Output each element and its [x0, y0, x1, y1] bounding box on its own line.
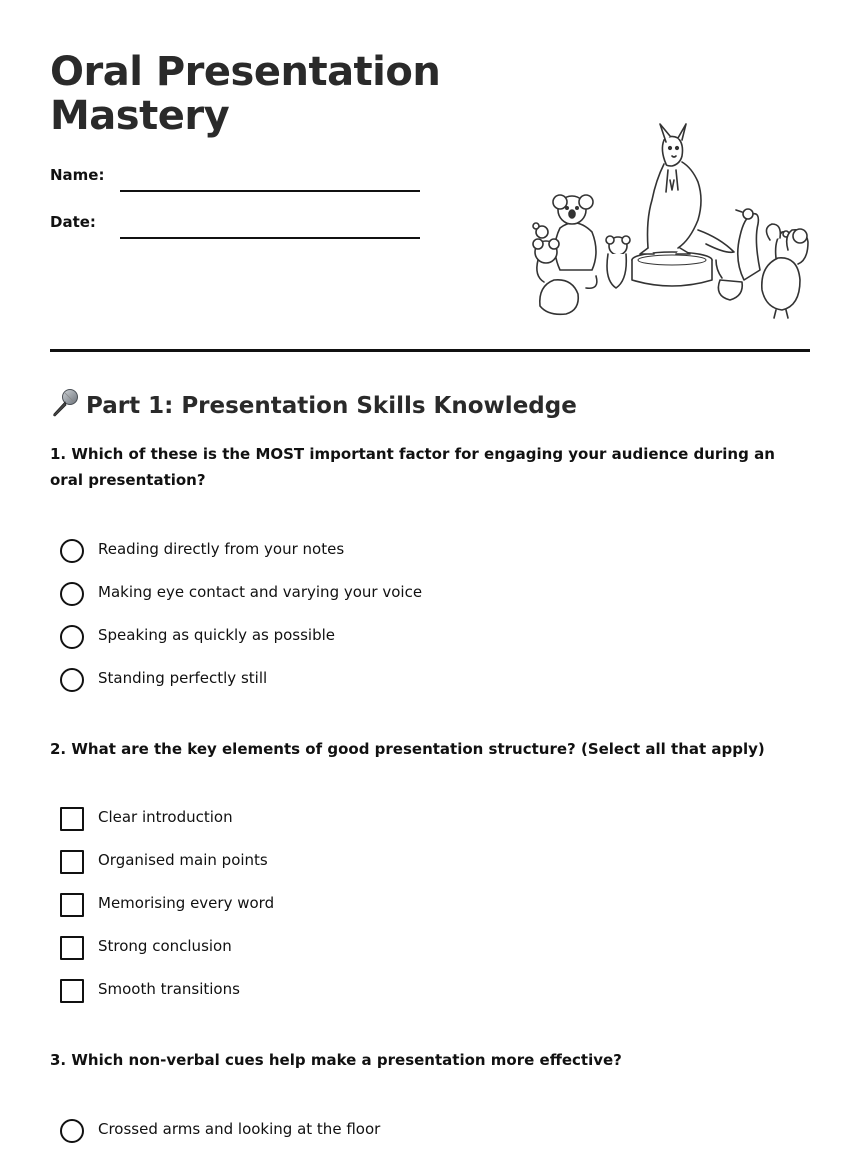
checkbox[interactable]: [60, 936, 84, 960]
question-3: 3. Which non-verbal cues help make a presentation more effective?: [50, 1051, 622, 1069]
q3-option-1[interactable]: [60, 1117, 660, 1145]
radio-button[interactable]: [60, 1119, 84, 1143]
q1-option-1[interactable]: [60, 537, 660, 565]
option-label: Crossed arms and looking at the floor: [98, 1120, 381, 1138]
microphone-icon: [50, 388, 80, 418]
animals-illustration: [530, 120, 810, 320]
question-1: 1. Which of these is the MOST important factor for engaging your audience during an oral presentation?: [50, 445, 775, 489]
date-field[interactable]: [50, 213, 420, 239]
option-label: Speaking as quickly as possible: [98, 626, 336, 644]
worksheet-title: Oral Presentation Mastery: [50, 49, 441, 139]
name-label: Name:: [50, 166, 105, 184]
header-divider: [50, 349, 810, 352]
option-label: Strong conclusion: [98, 937, 232, 955]
option-label: Memorising every word: [98, 894, 275, 912]
radio-button[interactable]: [60, 582, 84, 606]
name-line: [120, 190, 420, 192]
part1-heading-text: Part 1: Presentation Skills Knowledge: [86, 393, 577, 419]
q1-option-2[interactable]: [60, 580, 660, 608]
date-label: Date:: [50, 213, 96, 231]
option-label: Smooth transitions: [98, 980, 240, 998]
option-label: Reading directly from your notes: [98, 540, 345, 558]
q2-option-2[interactable]: [60, 848, 660, 876]
q2-option-4[interactable]: [60, 934, 660, 962]
q2-option-3[interactable]: [60, 891, 660, 919]
radio-button[interactable]: [60, 539, 84, 563]
date-line: [120, 237, 420, 239]
name-field[interactable]: [50, 166, 420, 192]
radio-button[interactable]: [60, 625, 84, 649]
q1-option-4[interactable]: [60, 666, 660, 694]
option-label: Clear introduction: [98, 808, 233, 826]
part1-heading: [50, 388, 577, 419]
option-label: Making eye contact and varying your voice: [98, 583, 423, 601]
checkbox[interactable]: [60, 979, 84, 1003]
checkbox[interactable]: [60, 850, 84, 874]
q2-option-1[interactable]: [60, 805, 660, 833]
checkbox[interactable]: [60, 893, 84, 917]
option-label: Standing perfectly still: [98, 669, 268, 687]
question-2: 2. What are the key elements of good presentation structure? (Select all that apply): [50, 740, 765, 758]
q2-option-5[interactable]: [60, 977, 660, 1005]
checkbox[interactable]: [60, 807, 84, 831]
q1-option-3[interactable]: [60, 623, 660, 651]
option-label: Organised main points: [98, 851, 268, 869]
radio-button[interactable]: [60, 668, 84, 692]
